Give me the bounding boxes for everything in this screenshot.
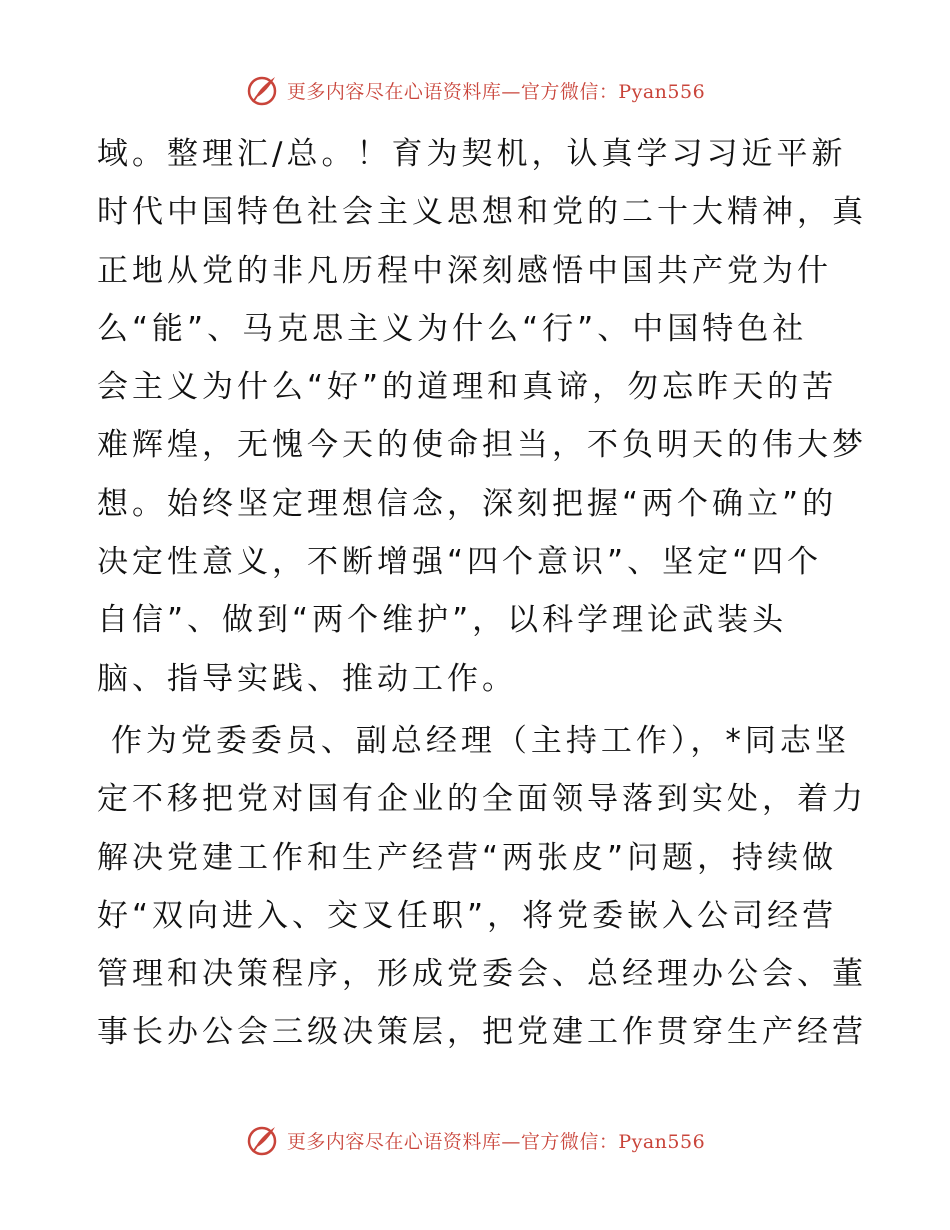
quill-logo-icon <box>245 1122 281 1158</box>
text-line: 正地从党的非凡历程中深刻感悟中国共产党为什 <box>97 252 832 289</box>
text-line: 事长办公会三级决策层，把党建工作贯穿生产经营 <box>97 1014 867 1051</box>
text-line: 脑、指导实践、推动工作。 <box>97 660 517 697</box>
document-body <box>97 125 867 1062</box>
text-line: 决定性意义，不断增强“四个意识”、坚定“四个 <box>97 544 823 581</box>
text-line: 域。整理汇/总。！育为契机，认真学习习近平新 <box>97 136 847 172</box>
text-line: 难辉煌，无愧今天的使命担当，不负明天的伟大梦 <box>97 427 867 464</box>
header-watermark-banner <box>0 70 950 110</box>
text-line: 定不移把党对国有企业的全面领导落到实处，着力 <box>97 781 867 818</box>
footer-banner-text: 更多内容尽在心语资料库—官方微信：Pyan556 <box>286 1130 706 1153</box>
paragraph-1 <box>97 125 867 708</box>
text-line: 好“双向进入、交叉任职”，将党委嵌入公司经营 <box>97 897 838 934</box>
footer-watermark-banner <box>0 1120 950 1160</box>
text-line: 时代中国特色社会主义思想和党的二十大精神，真 <box>97 194 867 231</box>
text-line: 自信”、做到“两个维护”，以科学理论武装头 <box>97 602 788 639</box>
text-line: 解决党建工作和生产经营“两张皮”问题，持续做 <box>97 839 838 876</box>
quill-logo-icon <box>245 72 281 108</box>
text-line: 会主义为什么“好”的道理和真谛，勿忘昨天的苦 <box>97 369 838 406</box>
header-banner-text: 更多内容尽在心语资料库—官方微信：Pyan556 <box>286 80 706 103</box>
text-line: 想。始终坚定理想信念，深刻把握“两个确立”的 <box>97 485 838 522</box>
text-line: 管理和决策程序，形成党委会、总经理办公会、董 <box>97 956 867 993</box>
paragraph-2 <box>97 712 867 1062</box>
text-line: 作为党委委员、副总经理（主持工作），*同志坚 <box>97 722 850 759</box>
text-line: 么“能”、马克思主义为什么“行”、中国特色社 <box>97 310 808 347</box>
